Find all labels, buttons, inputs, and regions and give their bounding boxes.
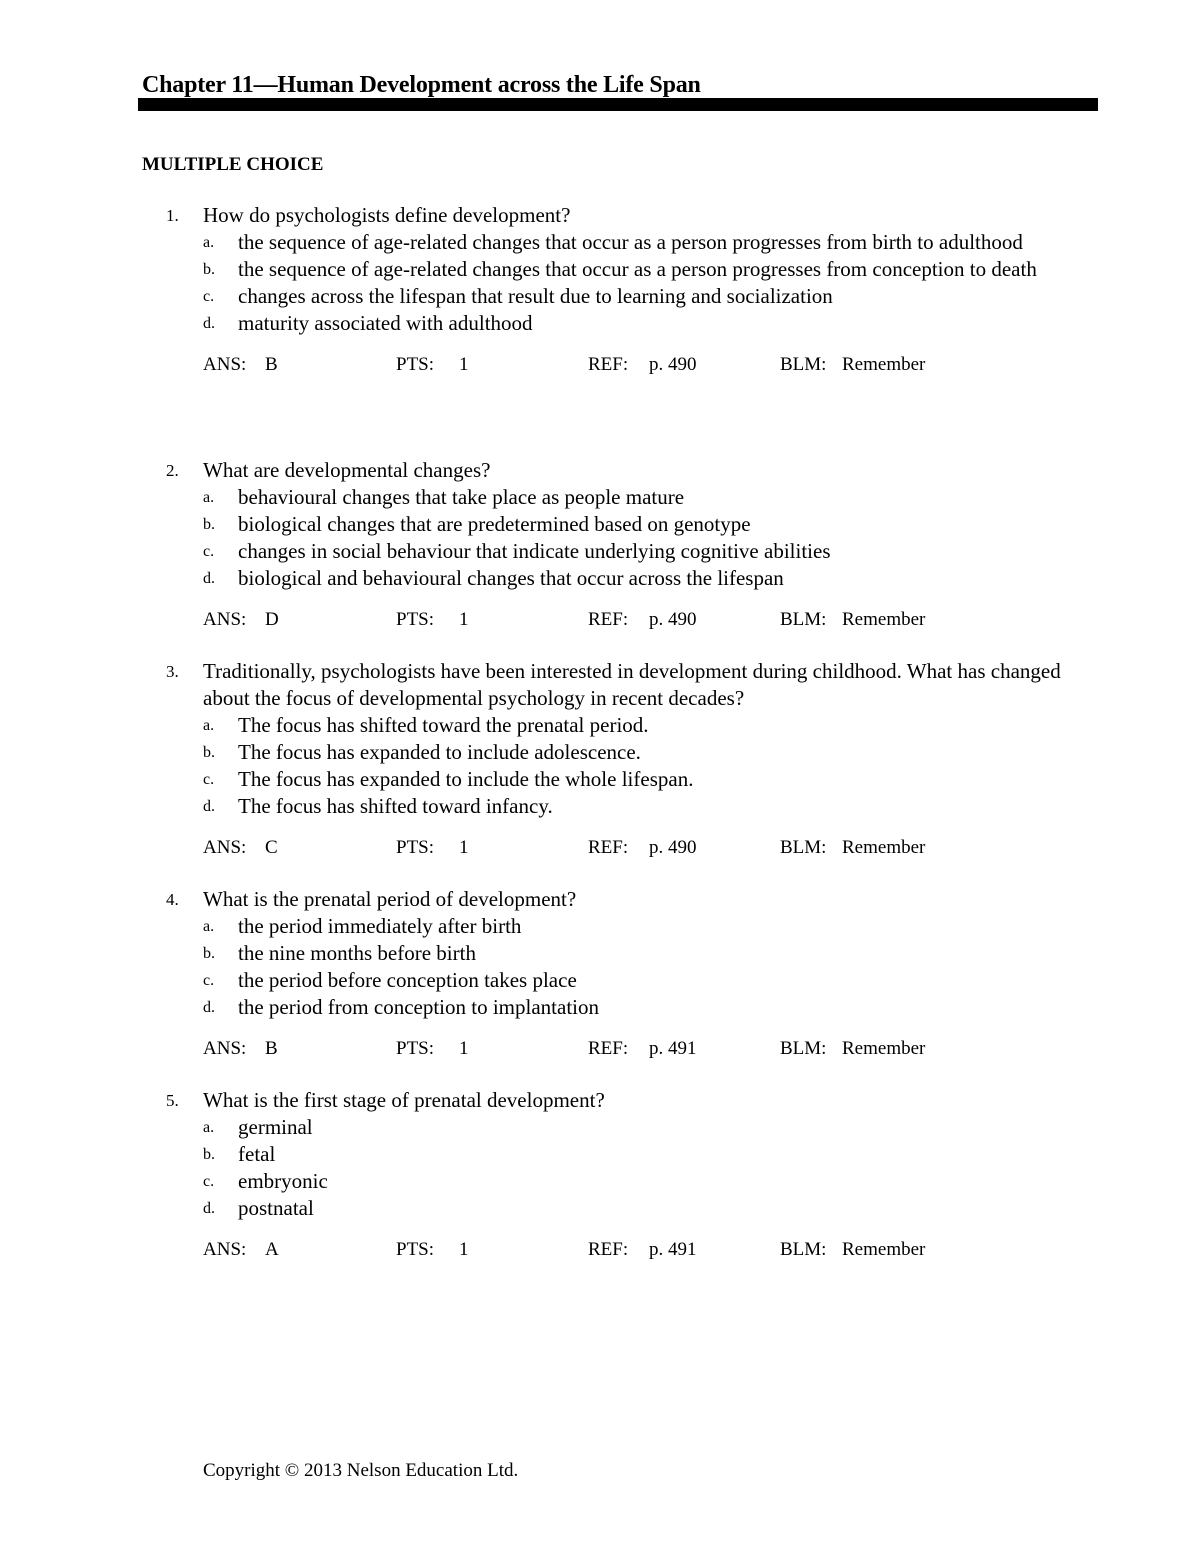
option-letter: c. bbox=[203, 1173, 215, 1190]
option-text: maturity associated with adulthood bbox=[238, 311, 533, 335]
ans-value: C bbox=[265, 837, 278, 858]
blm-label: BLM: bbox=[780, 354, 827, 375]
pts-label: PTS: bbox=[396, 609, 435, 630]
pts-value: 1 bbox=[459, 354, 469, 375]
blm-label: BLM: bbox=[780, 1038, 827, 1059]
option-text: biological and behavioural changes that occur across the lifespan bbox=[238, 566, 784, 590]
blm-value: Remember bbox=[842, 837, 926, 858]
question-2 bbox=[166, 457, 1096, 630]
question-text: What are developmental changes? bbox=[203, 458, 491, 482]
ref-value: p. 490 bbox=[649, 609, 697, 630]
question-text: Traditionally, psychologists have been interested in development during childhood. What has changed about the focus of developmental psychology in recent decades? bbox=[203, 659, 1061, 710]
option-text: the sequence of age-related changes that occur as a person progresses from conception to death bbox=[238, 257, 1037, 281]
answer-row bbox=[203, 1236, 1096, 1260]
ans-label: ANS: bbox=[203, 1038, 247, 1059]
ans-value: D bbox=[265, 609, 279, 630]
option-b bbox=[203, 739, 1096, 766]
option-letter: a. bbox=[203, 234, 215, 251]
question-4 bbox=[166, 886, 1096, 1059]
ans-value: A bbox=[265, 1239, 279, 1260]
option-d bbox=[203, 994, 1096, 1021]
question-number: 2. bbox=[166, 461, 179, 480]
ref-label: REF: bbox=[588, 837, 629, 858]
option-text: The focus has shifted toward infancy. bbox=[238, 794, 553, 818]
blm-value: Remember bbox=[842, 609, 926, 630]
option-d bbox=[203, 1195, 1096, 1222]
option-text: the period before conception takes place bbox=[238, 968, 577, 992]
blm-label: BLM: bbox=[780, 609, 827, 630]
option-text: embryonic bbox=[238, 1169, 328, 1193]
question-1 bbox=[166, 202, 1096, 375]
option-letter: b. bbox=[203, 1146, 215, 1163]
option-letter: d. bbox=[203, 798, 215, 815]
option-a bbox=[203, 1114, 1096, 1141]
chapter-title: Chapter 11—Human Development across the Life Span bbox=[142, 72, 701, 98]
option-letter: a. bbox=[203, 717, 215, 734]
question-number: 4. bbox=[166, 890, 179, 909]
option-text: the period immediately after birth bbox=[238, 914, 522, 938]
option-letter: b. bbox=[203, 744, 215, 761]
pts-value: 1 bbox=[459, 609, 469, 630]
option-letter: c. bbox=[203, 543, 215, 560]
option-text: germinal bbox=[238, 1115, 313, 1139]
ref-label: REF: bbox=[588, 1038, 629, 1059]
option-a bbox=[203, 484, 1096, 511]
pts-value: 1 bbox=[459, 837, 469, 858]
option-letter: b. bbox=[203, 261, 215, 278]
answer-row bbox=[203, 1035, 1096, 1059]
title-rule bbox=[138, 98, 1098, 111]
question-3 bbox=[166, 658, 1096, 858]
option-letter: c. bbox=[203, 771, 215, 788]
ans-value: B bbox=[265, 354, 278, 375]
option-c bbox=[203, 967, 1096, 994]
option-letter: a. bbox=[203, 918, 215, 935]
ref-label: REF: bbox=[588, 609, 629, 630]
option-text: fetal bbox=[238, 1142, 276, 1166]
option-text: The focus has shifted toward the prenatal period. bbox=[238, 713, 649, 737]
question-text: What is the first stage of prenatal development? bbox=[203, 1088, 605, 1112]
option-d bbox=[203, 565, 1096, 592]
ref-value: p. 491 bbox=[649, 1038, 697, 1059]
ref-value: p. 491 bbox=[649, 1239, 697, 1260]
option-letter: d. bbox=[203, 999, 215, 1016]
option-c bbox=[203, 538, 1096, 565]
option-d bbox=[203, 793, 1096, 820]
option-text: postnatal bbox=[238, 1196, 314, 1220]
pts-value: 1 bbox=[459, 1239, 469, 1260]
pts-value: 1 bbox=[459, 1038, 469, 1059]
option-letter: a. bbox=[203, 1119, 215, 1136]
option-text: biological changes that are predetermined based on genotype bbox=[238, 512, 751, 536]
option-letter: a. bbox=[203, 489, 215, 506]
option-a bbox=[203, 229, 1096, 256]
question-number: 1. bbox=[166, 206, 179, 225]
blm-value: Remember bbox=[842, 1038, 926, 1059]
answer-row bbox=[203, 351, 1096, 375]
ans-label: ANS: bbox=[203, 354, 247, 375]
option-a bbox=[203, 913, 1096, 940]
answer-row bbox=[203, 834, 1096, 858]
option-c bbox=[203, 283, 1096, 310]
option-letter: d. bbox=[203, 570, 215, 587]
question-5 bbox=[166, 1087, 1096, 1260]
ans-label: ANS: bbox=[203, 609, 247, 630]
option-text: The focus has expanded to include adolescence. bbox=[238, 740, 641, 764]
question-number: 3. bbox=[166, 662, 179, 681]
option-text: behavioural changes that take place as people mature bbox=[238, 485, 685, 509]
pts-label: PTS: bbox=[396, 1038, 435, 1059]
option-b bbox=[203, 940, 1096, 967]
option-letter: b. bbox=[203, 945, 215, 962]
option-d bbox=[203, 310, 1096, 337]
option-letter: c. bbox=[203, 288, 215, 305]
option-letter: c. bbox=[203, 972, 215, 989]
question-number: 5. bbox=[166, 1091, 179, 1110]
option-text: the sequence of age-related changes that occur as a person progresses from birth to adulthood bbox=[238, 230, 1023, 254]
ans-value: B bbox=[265, 1038, 278, 1059]
ans-label: ANS: bbox=[203, 1239, 247, 1260]
ref-label: REF: bbox=[588, 354, 629, 375]
option-c bbox=[203, 766, 1096, 793]
pts-label: PTS: bbox=[396, 1239, 435, 1260]
option-letter: b. bbox=[203, 516, 215, 533]
option-text: the nine months before birth bbox=[238, 941, 476, 965]
blm-label: BLM: bbox=[780, 1239, 827, 1260]
pts-label: PTS: bbox=[396, 837, 435, 858]
pts-label: PTS: bbox=[396, 354, 435, 375]
option-letter: d. bbox=[203, 315, 215, 332]
ref-value: p. 490 bbox=[649, 837, 697, 858]
option-b bbox=[203, 1141, 1096, 1168]
blm-value: Remember bbox=[842, 354, 926, 375]
option-b bbox=[203, 256, 1096, 283]
option-text: changes in social behaviour that indicate underlying cognitive abilities bbox=[238, 539, 831, 563]
ans-label: ANS: bbox=[203, 837, 247, 858]
option-text: changes across the lifespan that result due to learning and socialization bbox=[238, 284, 833, 308]
blm-label: BLM: bbox=[780, 837, 827, 858]
ref-value: p. 490 bbox=[649, 354, 697, 375]
section-heading: MULTIPLE CHOICE bbox=[142, 154, 324, 175]
option-c bbox=[203, 1168, 1096, 1195]
question-text: What is the prenatal period of development? bbox=[203, 887, 577, 911]
option-text: The focus has expanded to include the whole lifespan. bbox=[238, 767, 694, 791]
ref-label: REF: bbox=[588, 1239, 629, 1260]
option-letter: d. bbox=[203, 1200, 215, 1217]
option-text: the period from conception to implantation bbox=[238, 995, 599, 1019]
question-text: How do psychologists define development? bbox=[203, 203, 571, 227]
option-a bbox=[203, 712, 1096, 739]
copyright-footer: Copyright © 2013 Nelson Education Ltd. bbox=[203, 1460, 519, 1481]
blm-value: Remember bbox=[842, 1239, 926, 1260]
option-b bbox=[203, 511, 1096, 538]
answer-row bbox=[203, 606, 1096, 630]
